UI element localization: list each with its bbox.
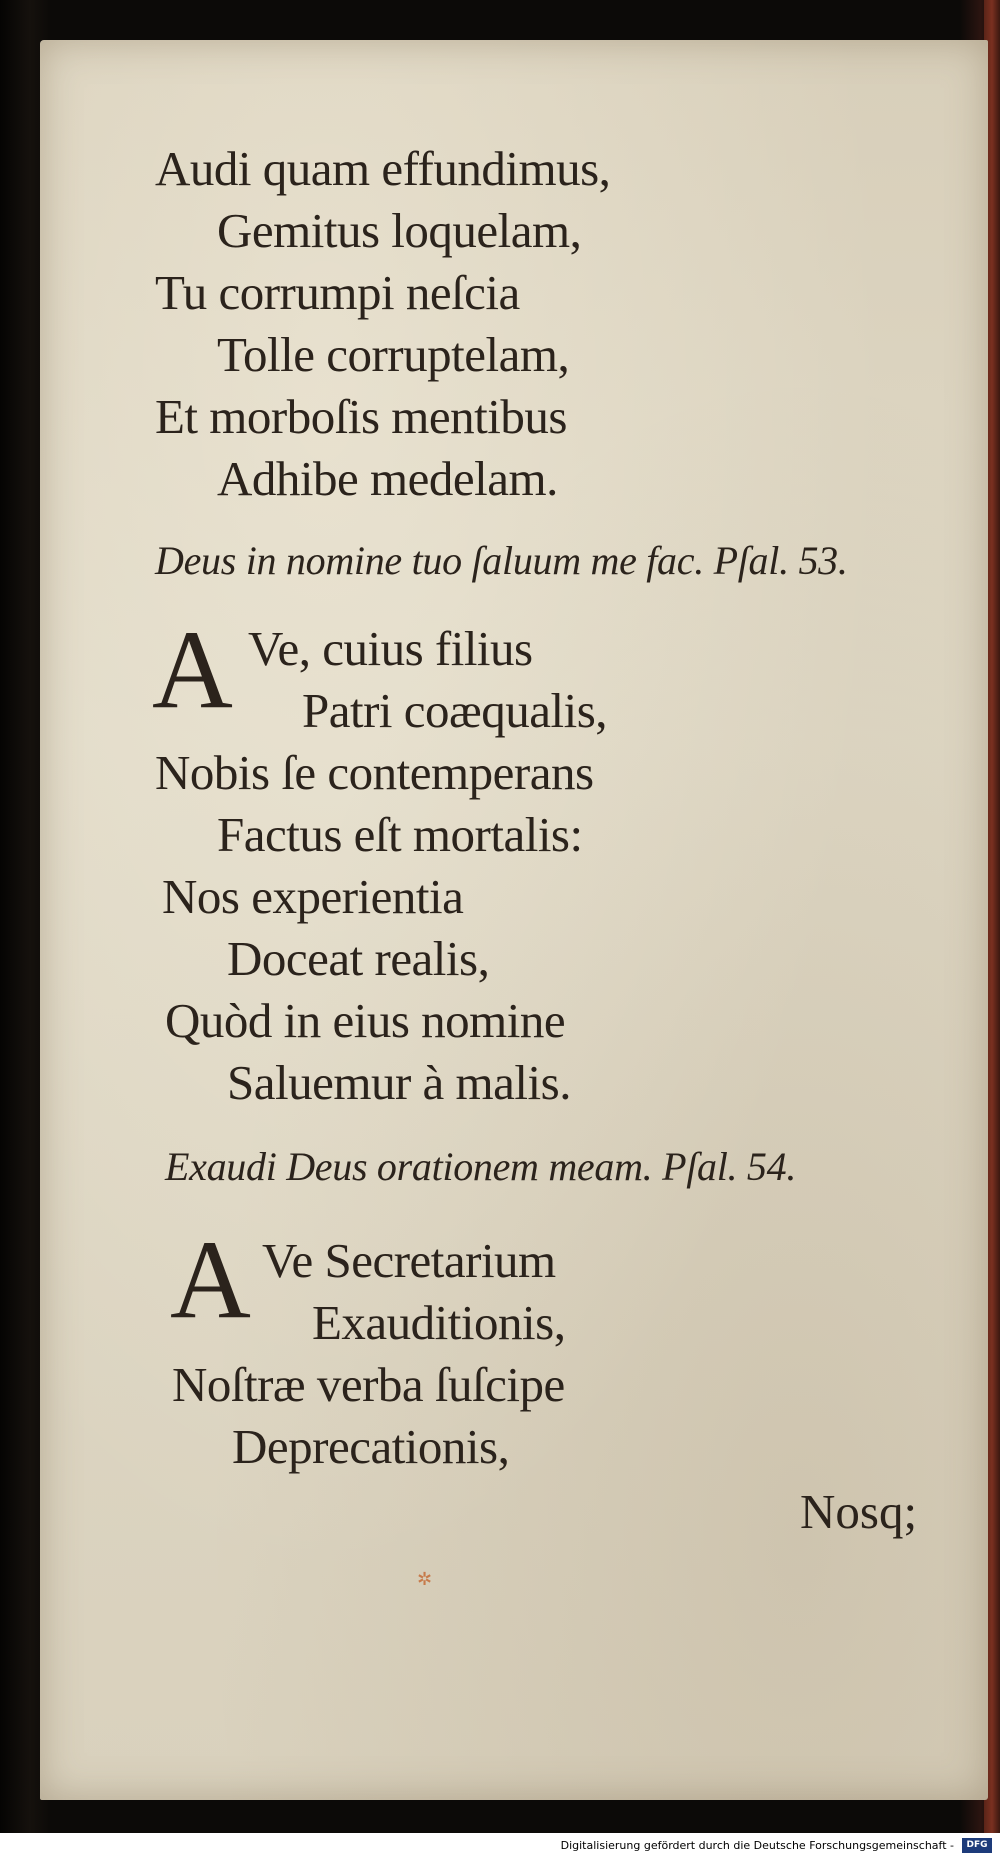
stanza3-line-1: Ve Secretarium bbox=[262, 1233, 556, 1288]
stanza1-line-3: Tu corrumpi neſcia bbox=[155, 265, 520, 320]
stanza2-line-1: Ve, cuius filius bbox=[248, 621, 533, 676]
book-page bbox=[40, 40, 988, 1800]
catchword: Nosq; bbox=[800, 1484, 918, 1539]
stanza3-line-3: Noſtræ verba ſuſcipe bbox=[172, 1357, 565, 1412]
stanza1-line-5: Et morboſis mentibus bbox=[155, 389, 567, 444]
stanza1-line-2: Gemitus loquelam, bbox=[217, 203, 582, 258]
drop-cap-initial: A bbox=[170, 1218, 251, 1342]
stanza1-line-4: Tolle corruptelam, bbox=[217, 327, 570, 382]
dfg-credit-text: Digitalisierung gefördert durch die Deutsche Forschungsgemeinschaft - bbox=[560, 1839, 954, 1852]
page-text bbox=[40, 40, 988, 1800]
stanza3-line-2: Exauditionis, bbox=[312, 1295, 566, 1350]
stanza2-line-2: Patri coæqualis, bbox=[302, 683, 608, 738]
psalm-rubric-54: Exaudi Deus orationem meam. Pſal. 54. bbox=[165, 1144, 797, 1189]
stanza2-line-3: Nobis ſe contemperans bbox=[155, 745, 594, 800]
stanza2-line-7: Quòd in eius nomine bbox=[165, 993, 566, 1048]
stanza1-line-1: Audi quam effundimus, bbox=[155, 141, 611, 196]
dfg-logo: DFG bbox=[962, 1838, 992, 1853]
drop-cap-initial: A bbox=[152, 608, 233, 732]
psalm-rubric-53: Deus in nomine tuo ſaluum me fac. Pſal. 53. bbox=[155, 538, 848, 583]
stanza2-line-4: Factus eſt mortalis: bbox=[217, 807, 583, 862]
stanza2-line-8: Saluemur à malis. bbox=[227, 1055, 571, 1110]
stanza1-line-6: Adhibe medelam. bbox=[217, 451, 558, 506]
digitization-footer bbox=[0, 1833, 1000, 1860]
stanza3-line-4: Deprecationis, bbox=[232, 1419, 510, 1474]
ink-stain: ✲ bbox=[417, 1569, 433, 1590]
stanza2-line-5: Nos experientia bbox=[162, 869, 464, 924]
stanza2-line-6: Doceat realis, bbox=[227, 931, 490, 986]
